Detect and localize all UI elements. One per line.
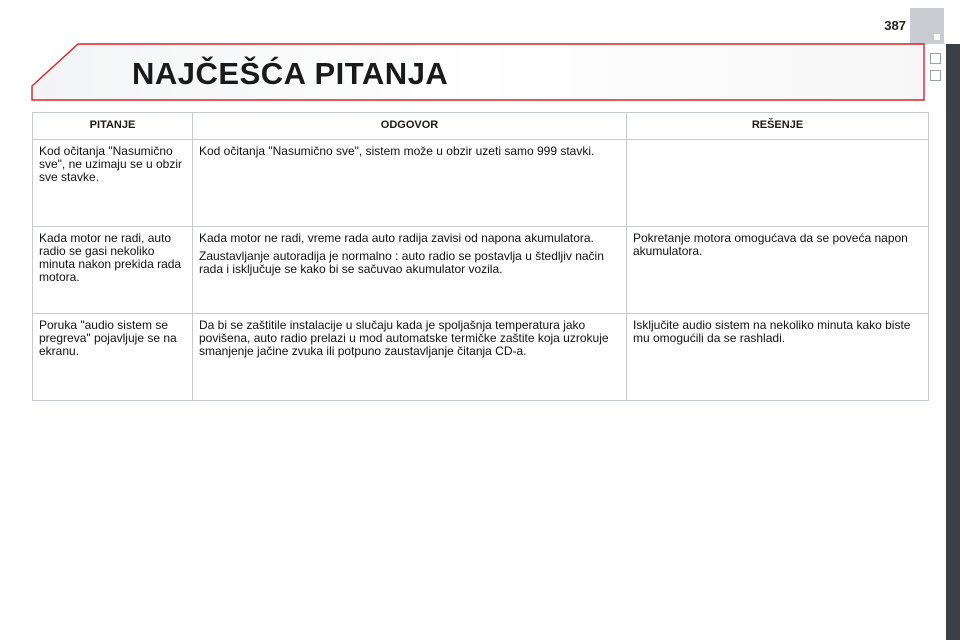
answer-paragraph: Kod očitanja "Nasumično sve", sistem može u obzir uzeti samo 999 stavki. xyxy=(199,144,595,158)
page-number: 387 xyxy=(884,18,906,33)
title-banner xyxy=(0,0,960,110)
answer-cell xyxy=(193,140,627,227)
column-header-solution: REŠENJE xyxy=(627,113,929,140)
table-row xyxy=(33,314,929,401)
table-row xyxy=(33,227,929,314)
column-header-answer: ODGOVOR xyxy=(193,113,627,140)
column-header-question: PITANJE xyxy=(33,113,193,140)
answer-cell xyxy=(193,227,627,314)
answer-cell xyxy=(193,314,627,401)
question-cell: Poruka "audio sistem se pregreva" pojavljuje se na ekranu. xyxy=(33,314,193,401)
faq-table xyxy=(32,112,929,401)
answer-paragraph: Kada motor ne radi, vreme rada auto radija zavisi od napona akumulatora. xyxy=(199,231,594,245)
side-bar xyxy=(946,44,960,640)
answer-paragraph: Zaustavljanje autoradija je normalno : auto radio se postavlja u štedljiv način rada i isključuje se kako bi se sačuvao akumulator vozila. xyxy=(199,249,604,276)
question-cell: Kod očitanja "Nasumično sve", ne uzimaju se u obzir sve stavke. xyxy=(33,140,193,227)
page-title: NAJČEŠĆA PITANJA xyxy=(132,56,449,91)
answer-paragraph: Da bi se zaštitile instalacije u slučaju kada je spoljašnja temperatura jako povišena, auto radio prelazi u mod automatske termičke zaštite koja uzrokuje smanjenje jačine zvuka ili potpuno zaustavljanje čitanja CD-a. xyxy=(199,318,609,358)
table-row xyxy=(33,140,929,227)
solution-cell: Pokretanje motora omogućava da se poveća napon akumulatora. xyxy=(627,227,929,314)
question-cell: Kada motor ne radi, auto radio se gasi nekoliko minuta nakon prekida rada motora. xyxy=(33,227,193,314)
table-header-row xyxy=(33,113,929,140)
solution-cell xyxy=(627,140,929,227)
solution-cell: Isključite audio sistem na nekoliko minuta kako biste mu omogućili da se rashladi. xyxy=(627,314,929,401)
